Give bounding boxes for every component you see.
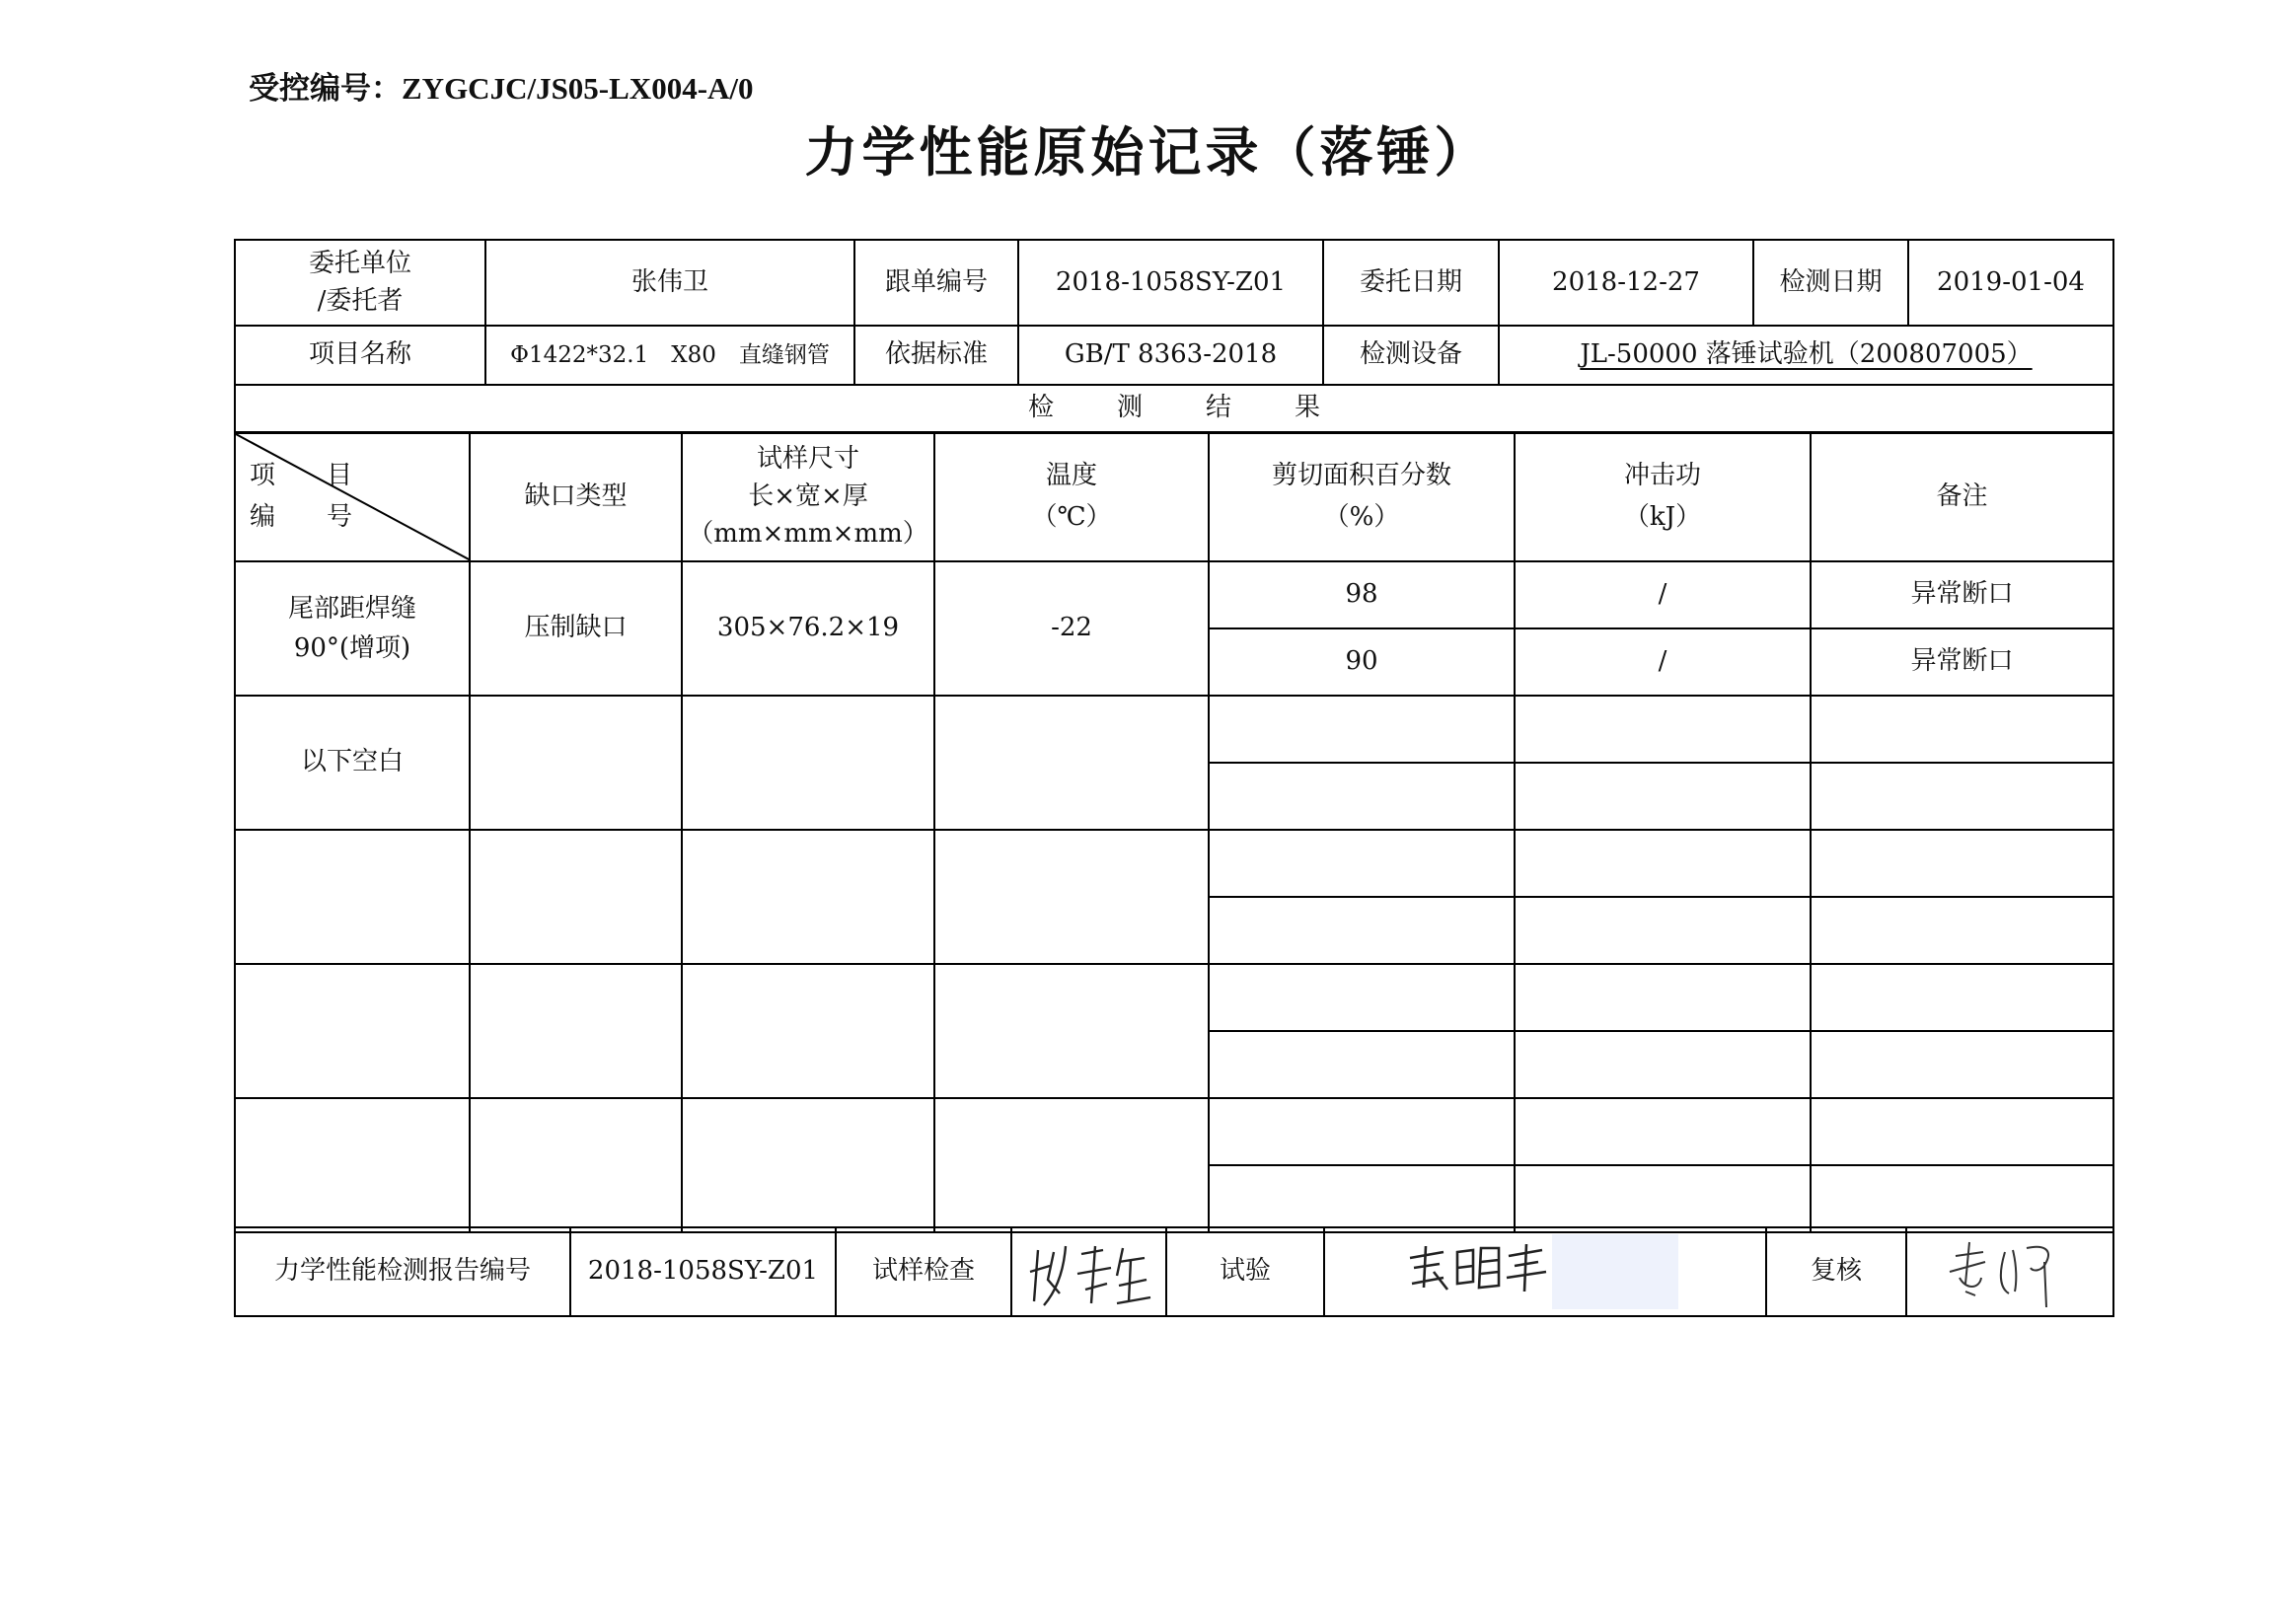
- empty-cell: [1209, 964, 1515, 1031]
- empty-cell: [682, 696, 934, 830]
- empty-cell: [1811, 964, 2113, 1031]
- number-header-label: 编 号: [250, 502, 353, 532]
- empty-cell: [1515, 830, 1811, 897]
- empty-cell: [470, 696, 682, 830]
- sample-notch-type: 压制缺口: [470, 561, 682, 696]
- impact-energy-header: 冲击功 （kJ）: [1515, 433, 1811, 561]
- size-header: 试样尺寸 长×宽×厚 （mm×mm×mm）: [682, 433, 934, 561]
- empty-cell: [1811, 1098, 2113, 1165]
- tracking-value: 2018-1058SY-Z01: [1018, 240, 1323, 326]
- signature-table: [234, 1226, 2114, 1317]
- commission-date-value: 2018-12-27: [1499, 240, 1753, 326]
- empty-cell: [1811, 897, 2113, 964]
- handwritten-signature-icon: [1020, 1232, 1158, 1311]
- empty-cell: [1811, 763, 2113, 830]
- empty-cell: [934, 830, 1209, 964]
- empty-cell: [934, 964, 1209, 1098]
- temperature-header: 温度 （℃）: [934, 433, 1209, 561]
- item-number-header: [235, 433, 470, 561]
- client-label: 委托单位 /委托者: [235, 240, 485, 326]
- empty-cell: [1209, 830, 1515, 897]
- shear-value: 90: [1209, 628, 1515, 696]
- empty-cell: [235, 830, 470, 964]
- empty-cell: [1515, 897, 1811, 964]
- empty-cell: [1209, 897, 1515, 964]
- info-table: [234, 239, 2114, 433]
- equipment-value-text: JL-50000 落锤试验机（200807005）: [1580, 339, 2033, 370]
- empty-cell: [1811, 830, 2113, 897]
- empty-cell: [1209, 1098, 1515, 1165]
- empty-cell: [470, 1098, 682, 1232]
- sample-check-signature: [1011, 1227, 1166, 1316]
- sample-size: 305×76.2×19: [682, 561, 934, 696]
- remarks-header: 备注: [1811, 433, 2113, 561]
- report-number-value: 2018-1058SY-Z01: [570, 1227, 836, 1316]
- empty-cell: [1209, 763, 1515, 830]
- empty-cell: [682, 1098, 934, 1232]
- results-heading: [235, 385, 2113, 432]
- project-value: Φ1422*32.1 X80 直缝钢管: [485, 326, 854, 385]
- page-title: 力学性能原始记录（落锤）: [804, 121, 1492, 184]
- tracking-label: 跟单编号: [854, 240, 1018, 326]
- empty-cell: [235, 1098, 470, 1232]
- remark-value: 异常断口: [1811, 628, 2113, 696]
- test-date-label: 检测日期: [1753, 240, 1908, 326]
- empty-cell: [1209, 1031, 1515, 1098]
- empty-cell: [470, 830, 682, 964]
- empty-cell: [235, 964, 470, 1098]
- results-table: [234, 432, 2114, 1233]
- empty-cell: [1515, 763, 1811, 830]
- test-signature: [1324, 1227, 1766, 1316]
- handwritten-signature-icon: [1936, 1232, 2084, 1311]
- equipment-value: [1499, 326, 2113, 385]
- empty-cell: [1515, 964, 1811, 1031]
- handwritten-signature-icon: [1404, 1238, 1552, 1297]
- sample-id: 尾部距焊缝 90°(增项): [235, 561, 470, 696]
- redaction-box: [1552, 1234, 1678, 1309]
- empty-cell: [1515, 1031, 1811, 1098]
- empty-cell: [1209, 696, 1515, 763]
- project-label: 项目名称: [235, 326, 485, 385]
- review-signature: [1906, 1227, 2113, 1316]
- commission-date-label: 委托日期: [1323, 240, 1499, 326]
- energy-value: /: [1515, 561, 1811, 628]
- empty-cell: [470, 964, 682, 1098]
- empty-cell: [1811, 1165, 2113, 1232]
- report-number-label: 力学性能检测报告编号: [235, 1227, 570, 1316]
- empty-cell: [1209, 1165, 1515, 1232]
- blank-note: 以下空白: [235, 696, 470, 830]
- review-label: 复核: [1766, 1227, 1906, 1316]
- empty-cell: [1515, 1098, 1811, 1165]
- notch-type-header: 缺口类型: [470, 433, 682, 561]
- test-label: 试验: [1166, 1227, 1324, 1316]
- empty-cell: [1811, 1031, 2113, 1098]
- results-heading-text: 检测结果: [1027, 393, 1383, 423]
- empty-cell: [934, 696, 1209, 830]
- standard-label: 依据标准: [854, 326, 1018, 385]
- standard-value: GB/T 8363-2018: [1018, 326, 1323, 385]
- empty-cell: [934, 1098, 1209, 1232]
- remark-value: 异常断口: [1811, 561, 2113, 628]
- empty-cell: [682, 830, 934, 964]
- empty-cell: [1811, 696, 2113, 763]
- equipment-label: 检测设备: [1323, 326, 1499, 385]
- shear-value: 98: [1209, 561, 1515, 628]
- empty-cell: [1515, 696, 1811, 763]
- item-header-label: 项 目: [250, 461, 353, 490]
- test-date-value: 2019-01-04: [1908, 240, 2113, 326]
- sample-temperature: -22: [934, 561, 1209, 696]
- client-value: 张伟卫: [485, 240, 854, 326]
- shear-area-header: 剪切面积百分数 （%）: [1209, 433, 1515, 561]
- sample-check-label: 试样检查: [836, 1227, 1011, 1316]
- control-number: 受控编号：ZYGCJC/JS05-LX004-A/0: [249, 71, 754, 106]
- empty-cell: [682, 964, 934, 1098]
- energy-value: /: [1515, 628, 1811, 696]
- empty-cell: [1515, 1165, 1811, 1232]
